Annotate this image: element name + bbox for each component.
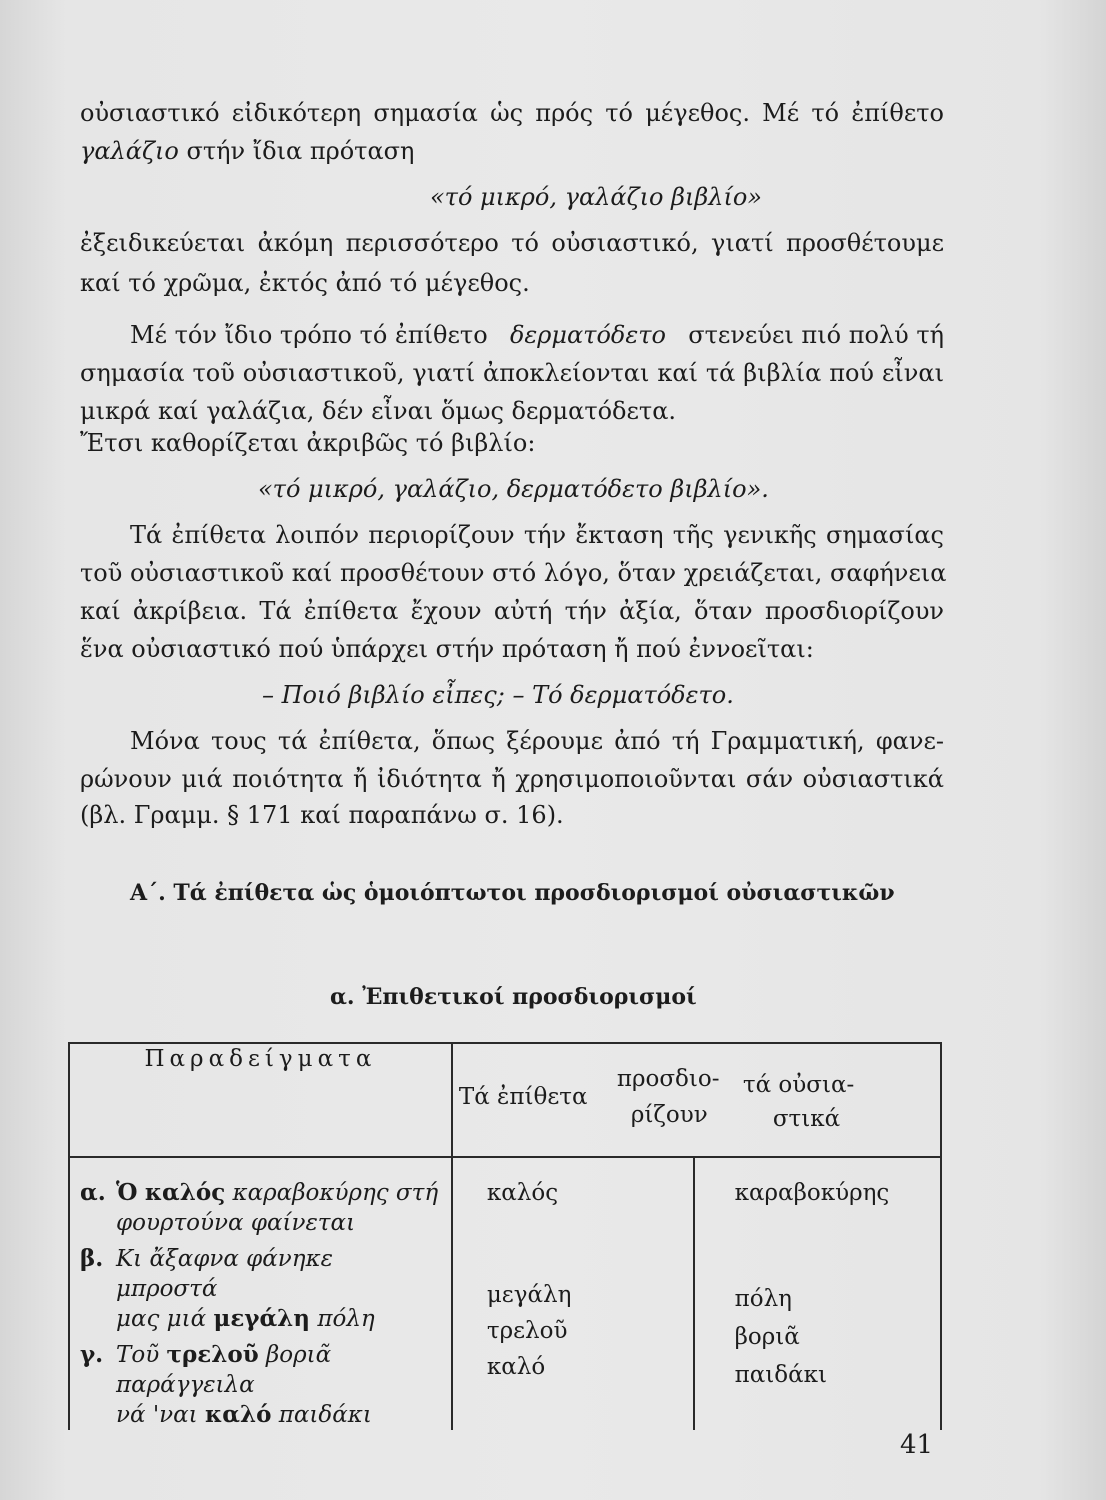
- text-span: στενεύει πιό πολύ τή: [688, 321, 944, 349]
- header-right: [452, 1043, 941, 1157]
- text-span: παιδάκι: [278, 1402, 372, 1428]
- text-span: βοριᾶ παράγγειλα: [116, 1342, 332, 1398]
- spacer: [487, 1238, 693, 1268]
- text-span: καραβοκύρης στή: [232, 1180, 439, 1206]
- adjective-cell: μεγάλη: [486, 1282, 572, 1308]
- example-label: α.: [80, 1179, 106, 1206]
- text-line: Τά ἐπίθετα λοιπόν περιορίζουν τήν ἔκταση τῆς γενικῆς σημασίας: [130, 521, 944, 549]
- text-line: καί ἀκρίβεια. Τά ἐπίθετα ἔχουν αὐτή τήν ἀξία, ὅταν προσδιορίζουν: [80, 597, 944, 625]
- text-line: τοῦ οὐσιαστικοῦ καί προσθέτουν στό λόγο, ὅταν χρειάζεται, σαφήνεια: [80, 559, 947, 587]
- adjective-cell: καλός: [486, 1180, 559, 1206]
- text-line: [80, 136, 414, 166]
- text-span: πόλη: [317, 1306, 375, 1332]
- header-define-1: προσδιο-: [616, 1066, 720, 1092]
- header-adjectives: Τά ἐπίθετα: [458, 1084, 588, 1110]
- text-span: φουρτούνα φαίνεται: [116, 1210, 356, 1236]
- adjective-cell: τρελοῦ: [486, 1318, 568, 1344]
- spacer: [487, 1208, 693, 1238]
- text-line: σημασία τοῦ οὐσιαστικοῦ, γιατί ἀποκλείονται καί τά βιβλία πού εἶναι: [80, 359, 944, 387]
- quote: «τό μικρό, γαλάζιο, δερματόδετο βιβλίο».: [258, 475, 769, 503]
- table-header-row: [69, 1043, 941, 1157]
- example-text: [116, 1244, 441, 1334]
- example-item: [70, 1178, 451, 1238]
- example-label: β.: [80, 1245, 104, 1272]
- bold-word: καλός: [144, 1179, 226, 1206]
- example-item: [70, 1244, 451, 1334]
- noun-cell: παιδάκι: [734, 1362, 828, 1388]
- text-span: Ὁ: [116, 1179, 138, 1206]
- adjective-cell: καλό: [486, 1354, 546, 1380]
- subheading: α. Ἐπιθετικοί προσδιορισμοί: [330, 984, 697, 1010]
- text-line: καί τό χρῶμα, ἐκτός ἀπό τό μέγεθος.: [80, 269, 530, 297]
- examples-column: [69, 1157, 452, 1430]
- text-line: [130, 320, 944, 350]
- header-nouns-2: στικά: [772, 1106, 841, 1132]
- spacer: [735, 1208, 940, 1238]
- text-span: Μέ τόν ἴδιο τρόπο τό ἐπίθετο: [130, 321, 488, 349]
- spacer: [735, 1238, 940, 1268]
- noun-cell: καραβοκύρης: [734, 1180, 890, 1206]
- adjectives-column: [452, 1157, 694, 1430]
- text-line: ἐξειδικεύεται ἀκόμη περισσότερο τό οὐσιαστικό, γιατί προσθέτουμε: [80, 229, 944, 257]
- examples-table: [68, 1042, 942, 1430]
- example-label: γ.: [80, 1341, 104, 1368]
- emphasized-word: δερματόδετο: [509, 321, 666, 349]
- header-define-2: ρίζουν: [630, 1102, 708, 1128]
- text-line: ἕνα οὐσιαστικό πού ὑπάρχει στήν πρόταση ἤ πού ἐννοεῖται:: [80, 635, 814, 663]
- text-line: Μόνα τους τά ἐπίθετα, ὅπως ξέρουμε ἀπό τή Γραμματική, φανε-: [130, 727, 944, 755]
- text-line: οὐσιαστικό εἰδικότερη σημασία ὡς πρός τό μέγεθος. Μέ τό ἐπίθετο: [80, 99, 944, 127]
- bold-word: μεγάλη: [213, 1305, 311, 1332]
- quote: «τό μικρό, γαλάζιο βιβλίο»: [430, 183, 762, 211]
- example-text: [116, 1340, 441, 1430]
- header-nouns-1: τά οὐσια-: [742, 1072, 855, 1098]
- bold-word: καλό: [205, 1401, 272, 1428]
- example-item: [70, 1340, 451, 1430]
- section-heading: Α΄. Τά ἐπίθετα ὡς ὁμοιόπτωτοι προσδιορισμοί οὐσιαστικῶν: [130, 880, 895, 906]
- text-line: (βλ. Γραμμ. § 171 καί παραπάνω σ. 16).: [80, 801, 564, 829]
- table-body-row: [69, 1157, 941, 1430]
- noun-cell: βοριᾶ: [734, 1324, 800, 1350]
- text-span: στήν ἴδια πρόταση: [186, 137, 415, 165]
- text-line: ρώνουν μιά ποιότητα ἤ ἰδιότητα ἤ χρησιμοποιοῦνται σάν οὐσιαστικά: [80, 765, 944, 793]
- text-line: Ἔτσι καθορίζεται ἀκριβῶς τό βιβλίο:: [80, 429, 536, 457]
- nouns-column: [694, 1157, 941, 1430]
- text-span: μας μιά: [116, 1306, 207, 1332]
- example-text: [116, 1178, 441, 1238]
- text-line: μικρά καί γαλάζια, δέν εἶναι ὅμως δερματόδετα.: [80, 397, 677, 425]
- header-examples: Παραδείγματα: [69, 1043, 452, 1157]
- noun-cell: πόλη: [734, 1286, 792, 1312]
- page-number: 41: [900, 1430, 934, 1460]
- text-span: Κι ἄξαφνα φάνηκε μπροστά: [116, 1246, 333, 1302]
- text-span: νά 'ναι: [116, 1402, 198, 1428]
- emphasized-word: γαλάζιο: [80, 137, 179, 165]
- text-span: Τοῦ: [116, 1342, 160, 1368]
- bold-word: τρελοῦ: [166, 1341, 259, 1368]
- dialogue: – Ποιό βιβλίο εἶπες; – Τό δερματόδετο.: [262, 681, 734, 709]
